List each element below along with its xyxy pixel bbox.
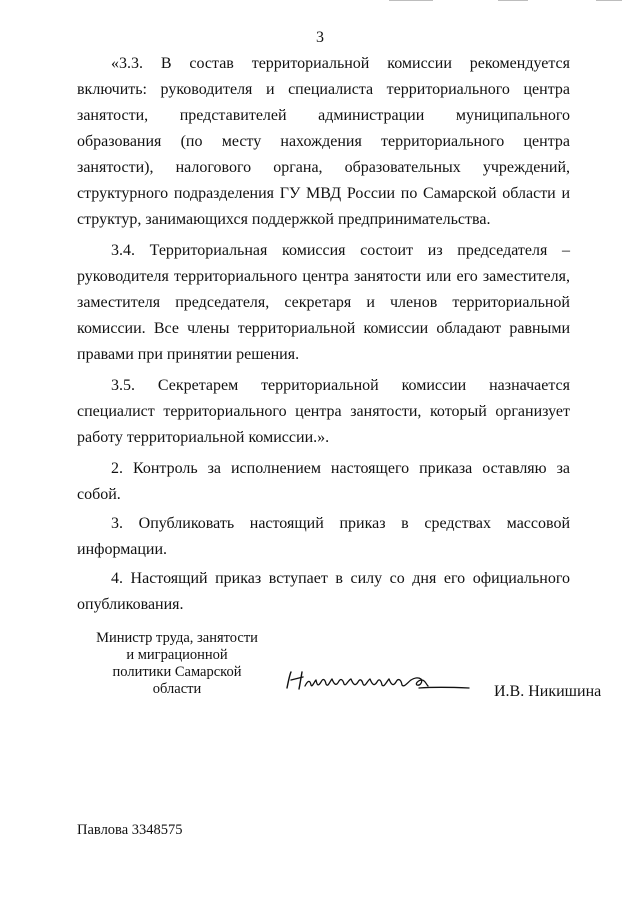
signatory-title-line: и миграционной (126, 647, 228, 663)
top-edge-mark (498, 0, 528, 1)
paragraph-3-4: 3.4. Территориальная комиссия состоит из председателя – руководителя территориального центра занятости или его заместителя, заместителя председателя, секретаря и членов территориальной комиссии. Все члены территориальной комиссии обладают равными правами при принятии решения. (77, 242, 570, 363)
signatory-title-line: политики Самарской (112, 664, 242, 680)
paragraph-item-4: 4. Настоящий приказ вступает в силу со дня его официального опубликования. (77, 570, 570, 613)
top-edge-mark (596, 0, 622, 1)
page-number: 3 (316, 29, 324, 46)
paragraph-item-2: 2. Контроль за исполнением настоящего приказа оставляю за собой. (77, 460, 570, 503)
paragraph-item-3: 3. Опубликовать настоящий приказ в средствах массовой информации. (77, 515, 570, 558)
signatory-title (77, 630, 277, 698)
paragraph-3-3: «3.3. В состав территориальной комиссии рекомендуется включить: руководителя и специалиста территориального центра занятости, представителей администрации муниципального образования (по месту нахождения территориального центра занятости), налогового органа, образовательных учреждений, структурного подразделения ГУ МВД России по Самарской области и структур, занимающихся поддержкой предпринимательства. (77, 55, 570, 228)
executor-contact: Павлова 3348575 (77, 822, 183, 838)
document-body (77, 51, 570, 623)
paragraph-3-5: 3.5. Секретарем территориальной комиссии назначается специалист территориального центра занятости, который организует работу территориальной комиссии.». (77, 377, 570, 446)
signatory-title-line: Министр труда, занятости (96, 630, 258, 646)
top-edge-mark (389, 0, 433, 1)
signatory-name: И.В. Никишина (494, 683, 602, 700)
handwritten-signature (281, 666, 473, 696)
signatory-title-line: области (152, 681, 202, 697)
